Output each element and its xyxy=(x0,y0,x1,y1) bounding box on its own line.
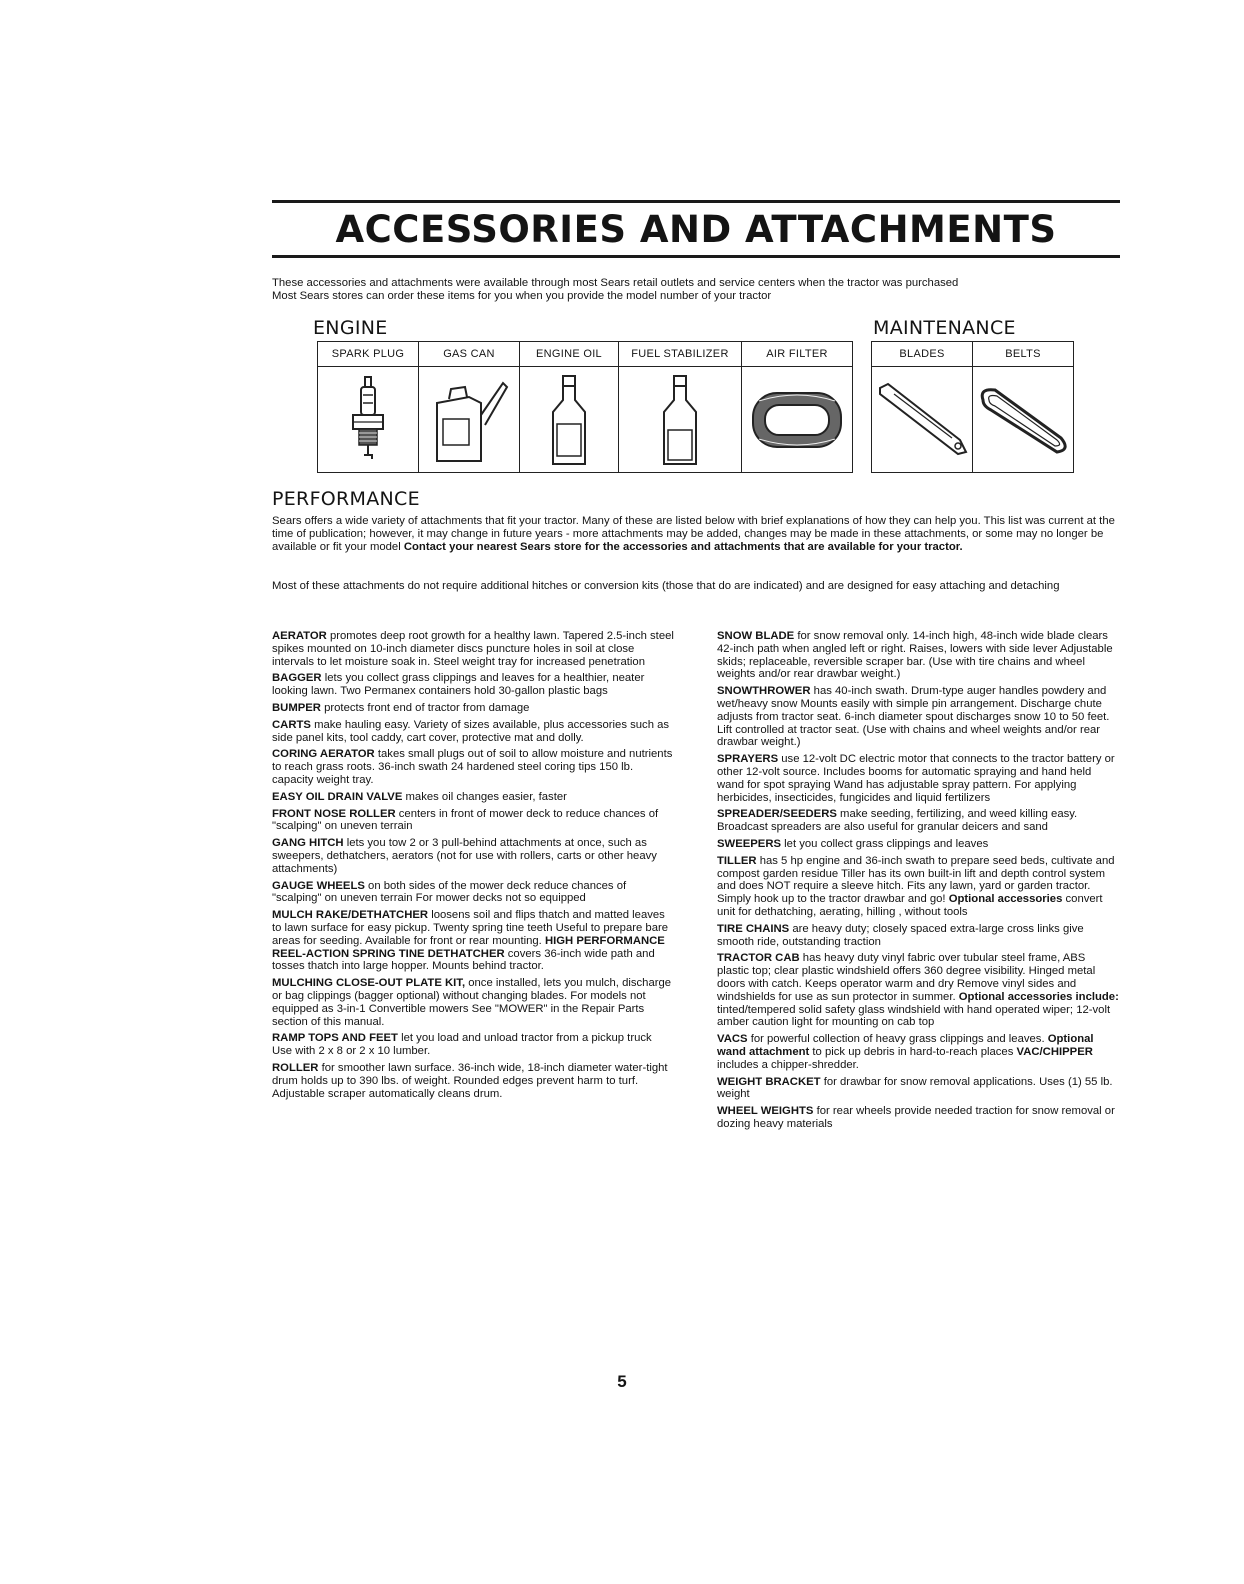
entry-easy-oil-drain-valve xyxy=(272,791,674,804)
entry-roller xyxy=(272,1062,674,1100)
entry-text: takes small plugs out of soil to allow moisture and nutrients to reach grass roots. 36-inch swath 24 hardened steel coring tips 150 lb. capacity weight tray. xyxy=(272,748,673,786)
entry-text: are heavy duty; closely spaced extra-large cross links give smooth ride, outstanding traction xyxy=(717,922,1084,948)
entry-text: make seeding, fertilizing, and weed killing easy. Broadcast spreaders are also useful for granular deicers and sand xyxy=(717,808,1078,834)
entry-snow-blade xyxy=(717,630,1119,681)
entry-term: VACS xyxy=(717,1033,748,1046)
performance-heading: PERFORMANCE xyxy=(272,488,420,510)
entry-snowthrower xyxy=(717,685,1119,749)
entry-term: TIRE CHAINS xyxy=(717,922,790,935)
entry-bumper xyxy=(272,702,674,715)
gas-can-cell xyxy=(419,367,520,473)
entry-term: HIGH PERFORMANCE REEL-ACTION SPRING TINE DETHATCHER xyxy=(272,934,665,960)
spark-plug-icon xyxy=(348,375,388,465)
entry-text: let you collect grass clippings and leaves xyxy=(784,837,989,850)
entry-spreader-seeders xyxy=(717,808,1119,834)
engine-oil-label: ENGINE OIL xyxy=(520,342,619,367)
intro-line-2: Most Sears stores can order these items for you when you provide the model number of your tractor xyxy=(272,290,772,302)
entry-tire-chains xyxy=(717,923,1119,949)
entry-text: let you load and unload tractor from a pickup truck Use with 2 x 8 or 2 x 10 lumber. xyxy=(272,1032,652,1058)
entry-text: use 12-volt DC electric motor that connects to the tractor battery or other 12-volt source. Includes booms for automatic spraying and hand held wand for spot spraying Wand has adjustable spray pattern. For applying herbicides, insecticides, fungicides and liquid fertilizers xyxy=(717,753,1115,804)
air-filter-label: AIR FILTER xyxy=(742,342,853,367)
entry-term: FRONT NOSE ROLLER xyxy=(272,807,396,820)
entry-text: make hauling easy. Variety of sizes available, plus accessories such as side panel kits, tool caddy, cart cover, protective mat and dolly. xyxy=(272,718,670,744)
entry-term: MULCHING CLOSE-OUT PLATE KIT, xyxy=(272,977,466,990)
oil-bottle-icon xyxy=(547,374,591,466)
entry-term: TRACTOR CAB xyxy=(717,952,800,965)
entry-term: CORING AERATOR xyxy=(272,748,375,761)
entry-text: convert unit for dethatching, aerating, hilling , without tools xyxy=(717,893,1103,918)
stabilizer-bottle-icon xyxy=(658,374,702,466)
maintenance-items-table xyxy=(871,341,1074,473)
engine-items-table xyxy=(317,341,853,473)
entry-text: has 40-inch swath. Drum-type auger handles powdery and wet/heavy snow Mounts easily with simple pin arrangement. Discharge chute adjusts from tractor seat. 6-inch diameter spout discharges snow 10 to 50 feet. Lift controlled at tractor seat. (Use with chains and wheel weights and/or rear drawbar weight.) xyxy=(717,685,1110,749)
entry-weight-bracket xyxy=(717,1076,1119,1102)
entry-term: VAC/CHIPPER xyxy=(1016,1045,1093,1058)
entry-coring-aerator xyxy=(272,748,674,786)
entry-gang-hitch xyxy=(272,837,674,875)
entry-term: WEIGHT BRACKET xyxy=(717,1075,821,1088)
entry-text: centers in front of mower deck to reduce chances of "scalping" on uneven terrain xyxy=(272,807,659,833)
entry-ramp-tops-and-feet xyxy=(272,1032,674,1058)
entry-text: lets you collect grass clippings and leaves for a healthier, neater looking lawn. Two Permanex containers hold 30-gallon plastic bags xyxy=(272,672,645,698)
maintenance-heading: MAINTENANCE xyxy=(873,317,1016,339)
belts-label: BELTS xyxy=(973,342,1074,367)
entry-term: SNOW BLADE xyxy=(717,630,795,642)
entry-term: WHEEL WEIGHTS xyxy=(717,1105,814,1118)
fuel-stabilizer-label: FUEL STABILIZER xyxy=(619,342,742,367)
left-column xyxy=(272,630,674,1104)
entry-text: once installed, lets you mulch, discharge or bag clippings (bagger optional) without changing blades. For models not equipped as 3-in-1 Convertible mowers See "MOWER" in the Repair Parts section of this manual. xyxy=(272,977,672,1028)
entry-term: Optional accessories xyxy=(948,893,1063,906)
entry-text: makes oil changes easier, faster xyxy=(405,790,567,803)
gas-can-icon xyxy=(429,375,509,465)
spark-plug-cell xyxy=(318,367,419,473)
performance-para1: Sears offers a wide variety of attachments that fit your tractor. Many of these are listed below with brief explanations of how they can help you. This list was current at the time of publication; however, it may change in future years - more attachments may be added, changes may be made in these attachments, or some may no longer be available or fit your model xyxy=(272,515,1115,553)
entry-term: EASY OIL DRAIN VALVE xyxy=(272,790,403,803)
entry-text: includes a chipper-shredder. xyxy=(717,1058,859,1071)
entry-term: BAGGER xyxy=(272,672,322,685)
blades-cell xyxy=(872,367,973,473)
entry-term: SPREADER/SEEDERS xyxy=(717,808,837,821)
entry-text: lets you tow 2 or 3 pull-behind attachments at once, such as sweepers, dethatchers, aerators (not for use with rollers, carts or other heavy attachments) xyxy=(272,837,657,875)
entry-tiller xyxy=(717,855,1119,919)
entry-term: GANG HITCH xyxy=(272,837,344,850)
entry-bagger xyxy=(272,672,674,698)
intro-text xyxy=(272,277,1124,303)
entry-sweepers xyxy=(717,838,1119,851)
entry-text: for smoother lawn surface. 36-inch wide, 18-inch diameter water-tight drum holds up to 390 lbs. of weight. Rounded edges prevent harm to turf. Adjustable scraper automatically cleans drum. xyxy=(272,1061,668,1100)
entry-text: protects front end of tractor from damage xyxy=(324,701,530,714)
blade-icon xyxy=(874,380,970,460)
fuel-stabilizer-cell xyxy=(619,367,742,473)
air-filter-cell xyxy=(742,367,853,473)
spark-plug-label: SPARK PLUG xyxy=(318,342,419,367)
entry-text: loosens soil and flips thatch and matted leaves to lawn surface for easy pickup. Twenty spring tine teeth Useful to prepare bare areas for seeding. Available for front or rear mounting. xyxy=(272,909,669,947)
page-title: ACCESSORIES AND ATTACHMENTS xyxy=(335,208,1057,251)
top-rule xyxy=(272,200,1120,203)
performance-para1-bold: Contact your nearest Sears store for the accessories and attachments that are available for your tractor. xyxy=(403,541,963,553)
entry-text: for rear wheels provide needed traction for snow removal or dozing heavy materials xyxy=(717,1105,1115,1130)
entry-carts xyxy=(272,719,674,745)
entry-gauge-wheels xyxy=(272,880,674,906)
engine-heading: ENGINE xyxy=(313,317,388,339)
title-underline xyxy=(272,255,1120,258)
entry-term: SPRAYERS xyxy=(717,753,779,766)
entry-text: promotes deep root growth for a healthy lawn. Tapered 2.5-inch steel spikes mounted on 10-inch diameter discs puncture holes in soil at close intervals to let moisture soak in. Steel weight tray for increased penetration xyxy=(272,630,674,668)
entry-term: TILLER xyxy=(717,854,757,867)
entry-term: Optional accessories include: xyxy=(958,990,1119,1003)
entry-front-nose-roller xyxy=(272,808,674,834)
belts-cell xyxy=(973,367,1074,473)
entry-vacs xyxy=(717,1033,1119,1071)
entry-text: to pick up debris in hard-to-reach places xyxy=(812,1045,1014,1058)
intro-line-1: These accessories and attachments were available through most Sears retail outlets and service centers when the tractor was purchased xyxy=(272,277,959,289)
entry-term: SWEEPERS xyxy=(717,837,782,850)
entry-text: for powerful collection of heavy grass clippings and leaves. xyxy=(750,1033,1045,1046)
entry-text: covers 36-inch wide path and tosses thatch into large hopper. Mounts behind tractor. xyxy=(272,947,655,973)
entry-text: tinted/tempered solid safety glass windshield with hand operated wiper; 12-volt amber caution light for mounting on cab top xyxy=(717,1003,1111,1029)
entry-wheel-weights xyxy=(717,1105,1119,1131)
blades-label: BLADES xyxy=(872,342,973,367)
entry-term: BUMPER xyxy=(272,701,321,714)
entry-term: AERATOR xyxy=(272,630,327,642)
entry-term: ROLLER xyxy=(272,1061,319,1074)
entry-text: has 5 hp engine and 36-inch swath to prepare seed beds, cultivate and compost garden residue Tiller has its own built-in lift and depth control system and does NOT require a sleeve hitch. Fits any lawn, yard or garden tractor. Simply hook up to the tractor drawbar and go! xyxy=(717,854,1115,906)
entry-term: GAUGE WHEELS xyxy=(272,879,365,892)
page-number: 5 xyxy=(617,1372,627,1391)
entry-term: SNOWTHROWER xyxy=(717,685,811,698)
performance-paragraph xyxy=(272,515,1124,554)
entry-term: MULCH RAKE/DETHATCHER xyxy=(272,909,429,922)
right-column xyxy=(717,630,1119,1135)
performance-note: Most of these attachments do not require additional hitches or conversion kits (those that do are indicated) and are designed for easy attaching and detaching xyxy=(272,580,1060,592)
entry-mulching-close-out-plate-kit xyxy=(272,977,674,1028)
air-filter-icon xyxy=(749,385,845,455)
belt-icon xyxy=(975,380,1071,460)
entry-sprayers xyxy=(717,753,1119,804)
entry-term: Optional wand attachment xyxy=(717,1033,1094,1058)
entry-term: CARTS xyxy=(272,718,311,731)
entry-aerator xyxy=(272,630,674,668)
entry-text: for drawbar for snow removal applications. Uses (1) 55 lb. weight xyxy=(717,1075,1113,1101)
entry-term: RAMP TOPS AND FEET xyxy=(272,1032,398,1045)
engine-oil-cell xyxy=(520,367,619,473)
entry-text: on both sides of the mower deck reduce chances of "scalping" on uneven terrain For mower decks not so equipped xyxy=(272,879,627,905)
entry-tractor-cab xyxy=(717,952,1119,1029)
entry-text: has heavy duty vinyl fabric over tubular steel frame, ABS plastic top; clear plastic windshield offers 360 degree visibility. Hinged metal doors with catch. Keeps operator warm and dry Remove vinyl sides and windshields for use as sun protector in summer. xyxy=(717,952,1096,1003)
entry-mulch-rake-dethatcher xyxy=(272,909,674,973)
gas-can-label: GAS CAN xyxy=(419,342,520,367)
entry-text: for snow removal only. 14-inch high, 48-inch wide blade clears 42-inch path when angled left or right. Raises, lowers with side lever Adjustable skids; replaceable, reversible scraper bar. (Use with tire chains and wheel weights and/or rear drawbar weight.) xyxy=(717,630,1113,681)
